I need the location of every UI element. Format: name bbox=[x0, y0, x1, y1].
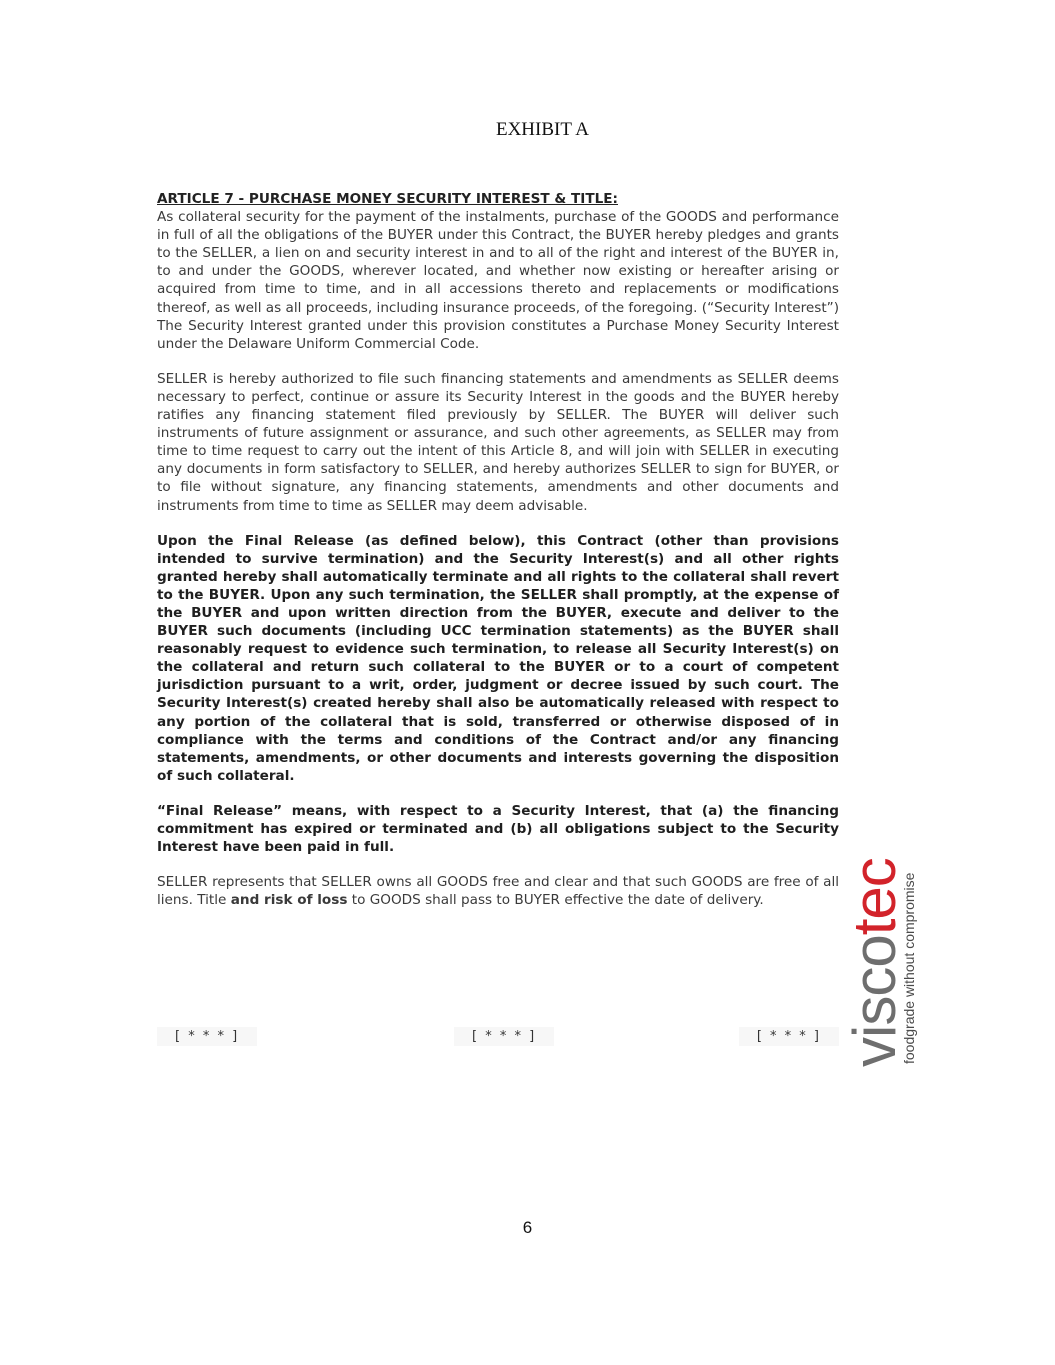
logo-wordmark bbox=[841, 858, 908, 1067]
logo-word-visco: visco bbox=[841, 935, 908, 1067]
viscotec-logo bbox=[841, 812, 925, 1067]
paragraph-security-interest: As collateral security for the payment of the instalments, purchase of the GOODS and performance in full of all the obligations of the BUYER under this Contract, the BUYER hereby pledges and grants to the SELLER, a lien on and security interest in and to all of the right and interest of the BUYER in, to and under the GOODS, wherever located, and whether now existing or hereafter arising or acquired from time to time, and in all accessions thereto and replacements or modifications thereof, as well as all proceeds, including insurance proceeds, of the foregoing. (“Security Interest”) The Security Interest granted under this provision constitutes a Purchase Money Security Interest under the Delaware Uniform Commercial Code. bbox=[157, 209, 839, 352]
exhibit-title: EXHIBIT A bbox=[495, 119, 590, 140]
title-text-bold: and risk of loss bbox=[230, 892, 348, 909]
title-text-part-1: SELLER represents that SELLER owns all GOODS free and clear and that such GOODS are free of all liens. Title bbox=[157, 874, 839, 909]
redaction-marker-right: [ * * * ] bbox=[739, 1027, 839, 1046]
paragraph-title-and-risk bbox=[157, 873, 839, 909]
title-text-part-3: to GOODS shall pass to BUYER effective the date of delivery. bbox=[347, 892, 764, 909]
redaction-row bbox=[157, 1027, 839, 1051]
redaction-marker-left: [ * * * ] bbox=[157, 1027, 257, 1046]
page-number: 6 bbox=[522, 1218, 533, 1237]
paragraph-financing-statements: SELLER is hereby authorized to file such financing statements and amendments as SELLER deems necessary to perfect, continue or assure its Security Interest in the goods and the BUYER hereby ratifies any financing statement filed previously by SELLER. The BUYER will deliver such instruments of future assignment or assurance, and such other agreements, as SELLER may from time to time request to carry out the intent of this Article 8, and will join with SELLER in executing any documents in form satisfactory to SELLER, and hereby authorizes SELLER to sign for BUYER, or to file without signature, any financing statements, amendments and other documents and instruments from time to time as SELLER may deem advisable. bbox=[157, 370, 839, 514]
logo-word-tec: tec bbox=[841, 858, 908, 936]
paragraph-final-release-termination: Upon the Final Release (as defined below), this Contract (other than provisions intended to survive termination) and the Security Interest(s) and all other rights granted hereby shall automatically terminate and all rights to the collateral shall revert to the BUYER. Upon any such termination, the SELLER shall promptly, at the expense of the BUYER and upon written direction from the BUYER, execute and deliver to the BUYER such documents (including UCC termination statements) as the BUYER shall reasonably request to evidence such termination, to release all Security Interest(s) on the collateral and return such collateral to the BUYER or to a court of competent jurisdiction pursuant to a writ, order, judgment or decree issued by such court. The Security Interest(s) created hereby shall also be automatically released with respect to any portion of the collateral that is sold, transferred or otherwise disposed of in compliance with the terms and conditions of the Contract and/or any financing statements, amendments, or other documents and interests governing the disposition of such collateral. bbox=[157, 532, 839, 784]
redaction-marker-center: [ * * * ] bbox=[454, 1027, 554, 1046]
viscotec-logo-rotated bbox=[841, 812, 925, 1067]
article-body bbox=[157, 190, 839, 926]
paragraph-final-release-definition: “Final Release” means, with respect to a Security Interest, that (a) the financing commitment has expired or terminated and (b) all obligations subject to the Security Interest have been paid in full. bbox=[157, 802, 839, 856]
article-heading: ARTICLE 7 - PURCHASE MONEY SECURITY INTEREST & TITLE: bbox=[157, 191, 618, 207]
logo-tagline: foodgrade without compromise bbox=[901, 872, 917, 1064]
